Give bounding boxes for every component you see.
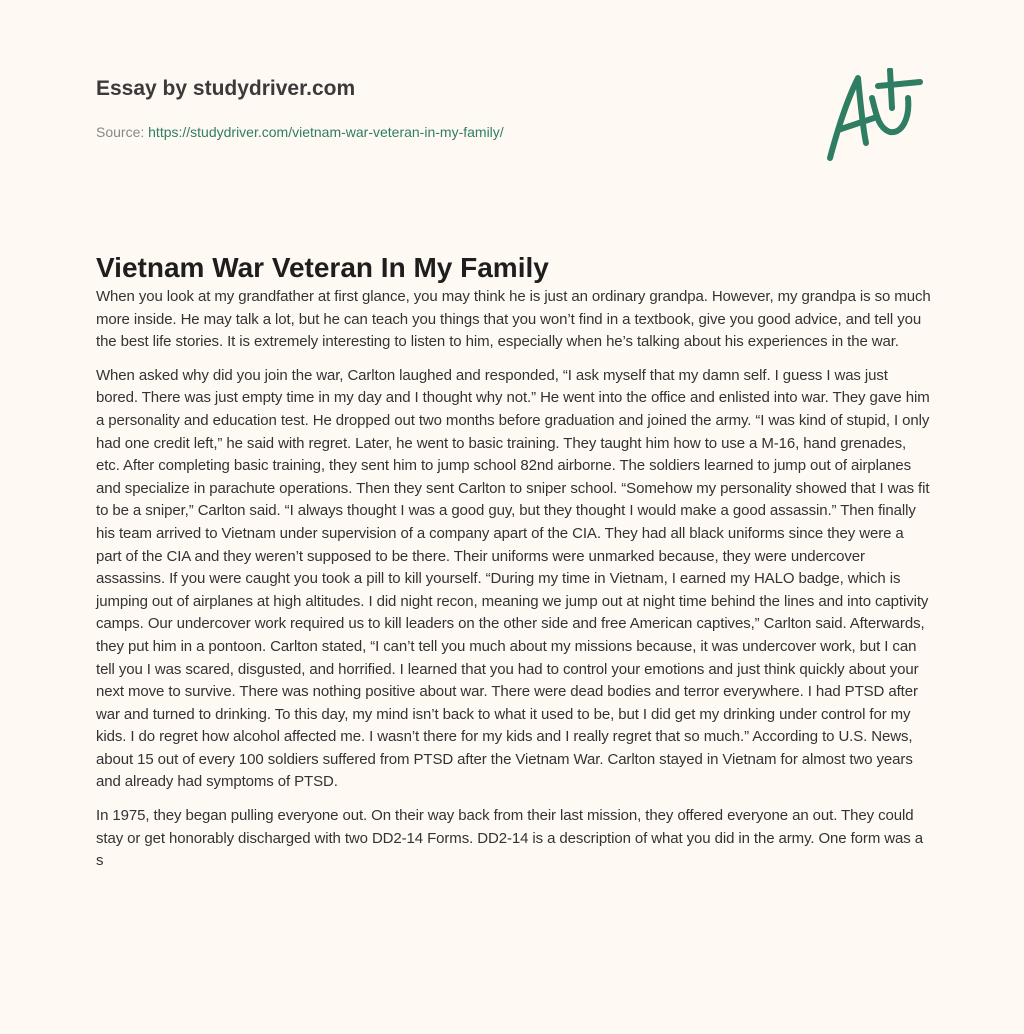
essay-paragraph: In 1975, they began pulling everyone out. On their way back from their last mission, they offered everyone an out. They could stay or get honorably discharged with two DD2-14 Forms. DD2-14 is a description of what you did in the army. One form was a s — [96, 807, 923, 870]
essay-title: Vietnam War Veteran In My Family — [96, 252, 549, 283]
source-line — [96, 124, 504, 140]
essay-paragraph: When you look at my grandfather at first glance, you may think he is just an ordinary grandpa. However, my grandpa is so much more inside. He may talk a lot, but he can teach you things that you won’t find in a textbook, give you good advice, and tell you the best life stories. It is extremely interesting to listen to him, especially when he’s talking about his experiences in the war. — [96, 288, 931, 351]
source-link[interactable]: https://studydriver.com/vietnam-war-veteran-in-my-family/ — [148, 124, 504, 140]
site-brand: Essay by studydriver.com — [96, 77, 356, 100]
essay-body — [96, 286, 932, 884]
a-plus-logo-icon — [820, 68, 930, 164]
essay-paragraph: When asked why did you join the war, Carlton laughed and responded, “I ask myself that my damn self. I guess I was just bored. There was just empty time in my day and I thought why not.” He went into the office and enlisted into war. They gave him a personality and education test. He dropped out two months before graduation and joined the army. “I was kind of stupid, I only had one credit left,” he said with regret. Later, he went to basic training. They taught him how to use a M-16, hand grenades, etc. After completing basic training, they sent him to jump school 82nd airborne. The soldiers learned to jump out of airplanes and specialize in parachute operations. Then they sent Carlton to sniper school. “Somehow my personality showed that I was fit to be a sniper,” Carlton said. “I always thought I was a good guy, but they thought I would make a good assassin.” Then finally his team arrived to Vietnam under supervision of a company apart of the CIA. They had all black uniforms since they were a part of the CIA and they weren’t supposed to be there. Their uniforms were unmarked because, they were undercover assassins. If you were caught you took a pill to kill yourself. “During my time in Vietnam, I earned my HALO badge, which is jumping out of airplanes at high altitudes. I did night recon, meaning we jump out at night time behind the lines and into captivity camps. Our undercover work required us to kill leaders on the other side and free American captives,” Carlton said. Afterwards, they put him in a pontoon. Carlton stated, “I can’t tell you much about my missions because, it was undercover work, but I can tell you I was scared, disgusted, and horrified. I learned that you had to control your emotions and just think quickly about your next move to survive. There was nothing positive about war. There were dead bodies and terror everywhere. I had PTSD after war and turned to drinking. To this day, my mind isn’t back to what it used to be, but I did get my drinking under control for my kids. I do regret how alcohol affected me. I wasn’t there for my kids and I really regret that so much.” According to U.S. News, about 15 out of every 100 soldiers suffered from PTSD after the Vietnam War. Carlton stayed in Vietnam for almost two years and already had symptoms of PTSD. — [96, 366, 930, 791]
source-label: Source: — [96, 124, 145, 140]
